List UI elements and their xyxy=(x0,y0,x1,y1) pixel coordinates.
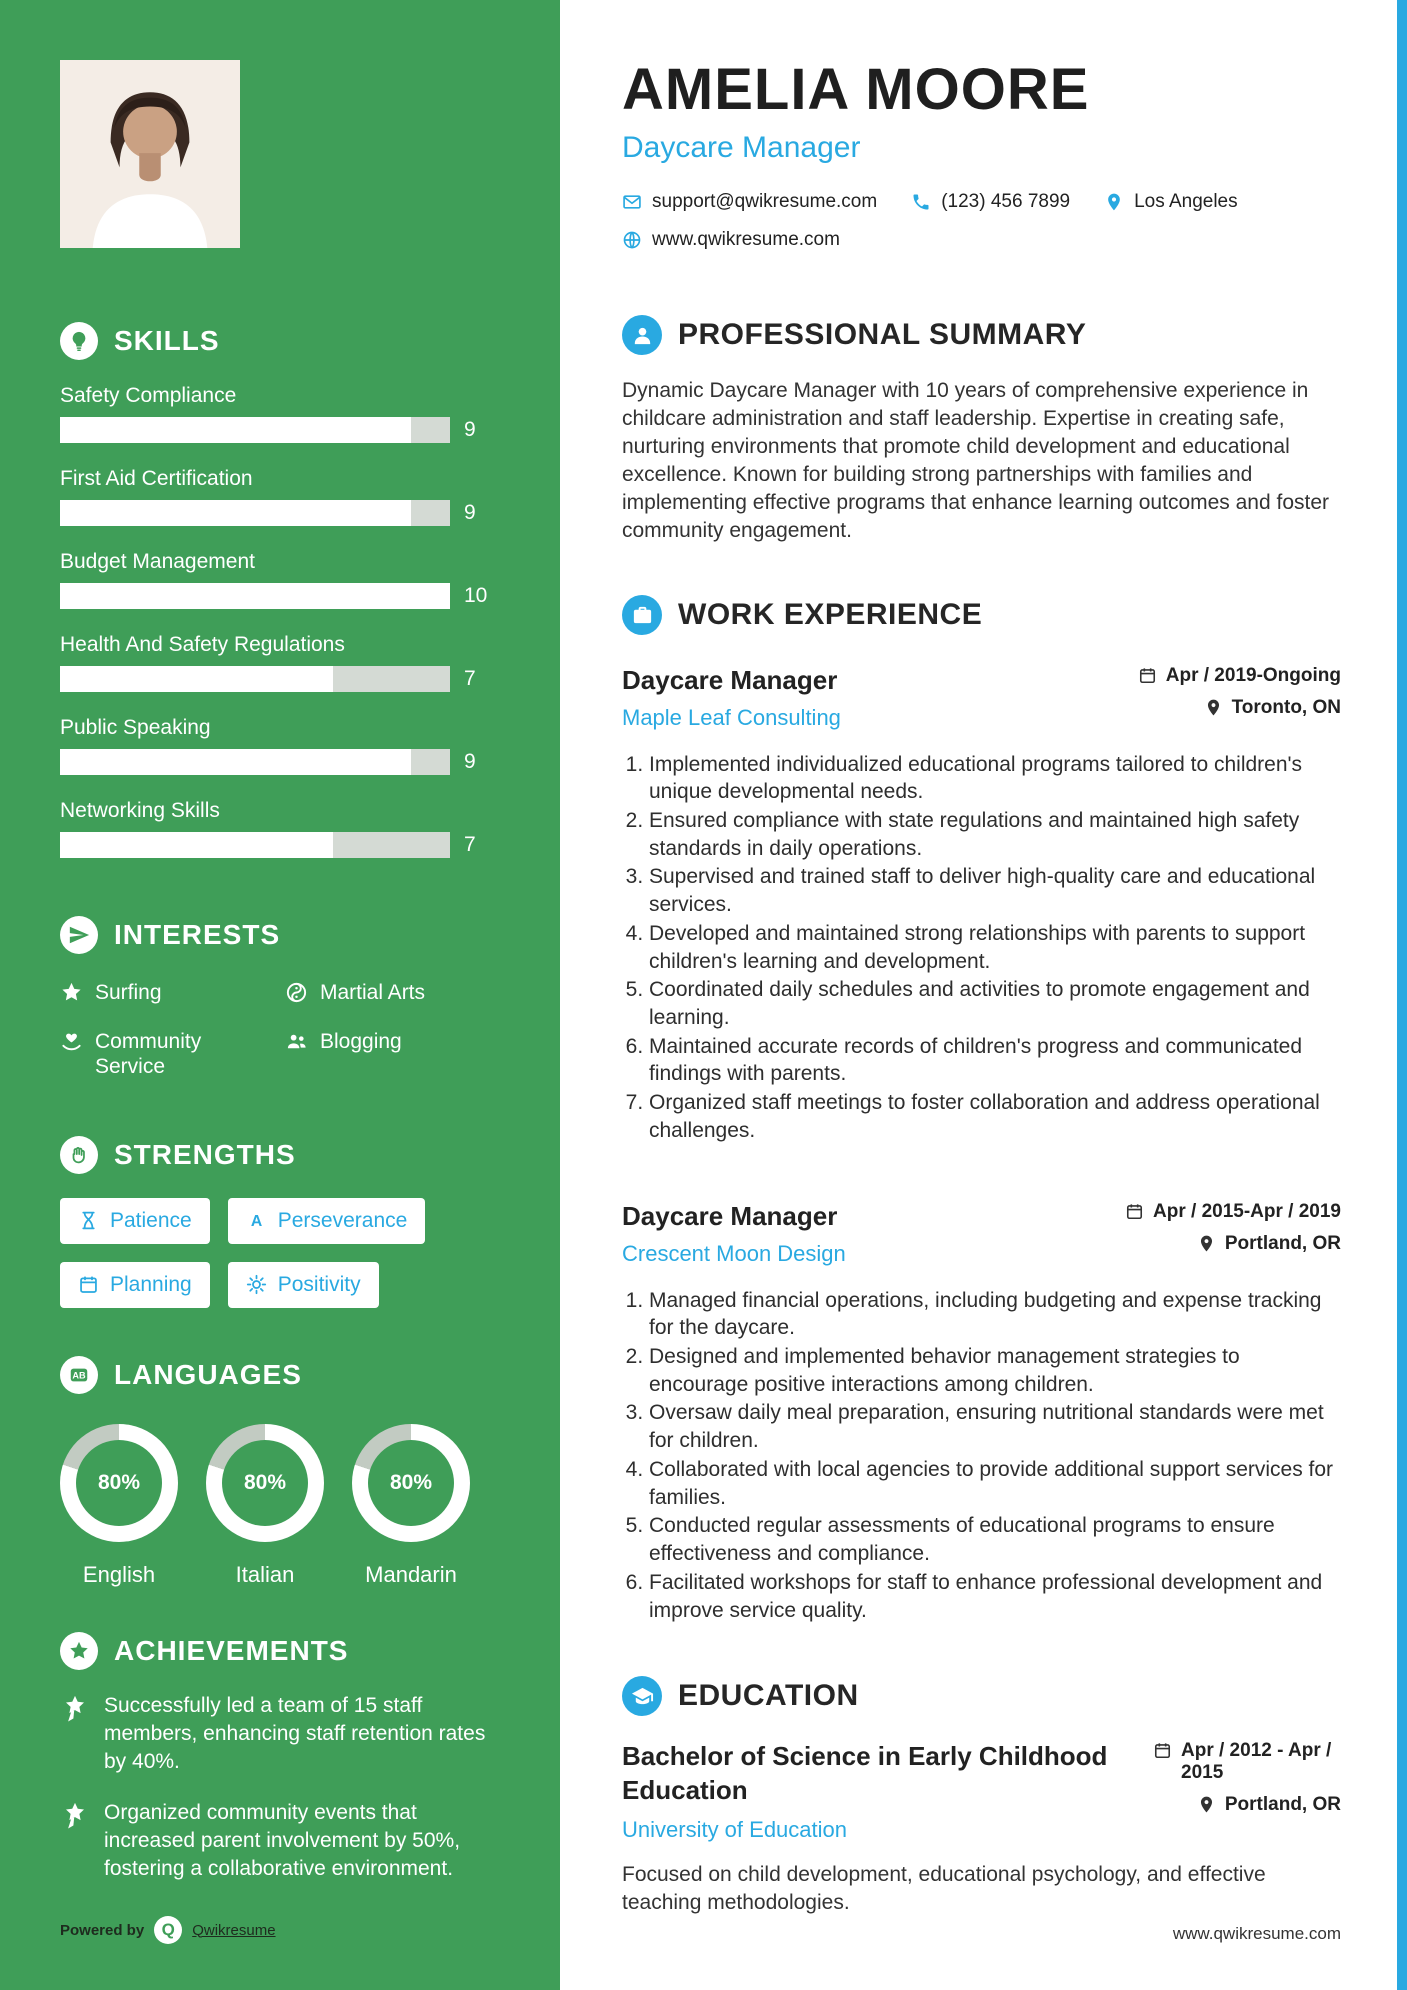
skill-item xyxy=(60,633,500,692)
medal-icon xyxy=(60,1632,98,1670)
experience-bullet: 3. Oversaw daily meal preparation, ensuring nutritional standards were met for children. xyxy=(649,1399,1341,1454)
pin-icon xyxy=(1197,1234,1216,1253)
skill-value: 9 xyxy=(464,418,476,441)
skill-bar xyxy=(60,500,450,526)
experience-bullet: 2. Ensured compliance with state regulations and maintained high safety standards in daily operations. xyxy=(649,807,1341,862)
summary-title: PROFESSIONAL SUMMARY xyxy=(678,318,1087,351)
envelope-icon xyxy=(622,192,642,212)
skill-bar-fill xyxy=(60,749,411,775)
job-dates-text: Apr / 2015-Apr / 2019 xyxy=(1153,1200,1341,1222)
contact-row xyxy=(622,191,1341,213)
phone-link[interactable] xyxy=(911,191,1070,213)
skill-value: 7 xyxy=(464,833,476,856)
skills-icon xyxy=(60,322,98,360)
skill-value: 7 xyxy=(464,667,476,690)
job-header xyxy=(622,1201,1341,1267)
svg-text:AB: AB xyxy=(72,1370,86,1381)
footer-website: www.qwikresume.com xyxy=(1172,1924,1341,1943)
right-accent-strip xyxy=(1397,0,1407,1990)
interests-list xyxy=(60,980,500,1080)
skill-bar-fill xyxy=(60,417,411,443)
phone-text: (123) 456 7899 xyxy=(941,191,1071,212)
summary-section xyxy=(622,315,1341,545)
location-text: Los Angeles xyxy=(1134,191,1238,212)
education-title: EDUCATION xyxy=(678,1679,859,1713)
main-content xyxy=(560,0,1397,1990)
school-name: University of Education xyxy=(622,1816,847,1842)
skill-bar xyxy=(60,832,450,858)
email-link[interactable] xyxy=(622,191,877,213)
hourglass-icon xyxy=(78,1210,99,1231)
language-ring xyxy=(60,1424,178,1542)
skill-label: Safety Compliance xyxy=(60,384,237,407)
globe-icon xyxy=(622,230,642,250)
interest-label: Blogging xyxy=(320,1030,402,1054)
interests-title: INTERESTS xyxy=(114,919,281,950)
skill-bar xyxy=(60,417,450,443)
profile-photo xyxy=(60,60,240,248)
languages-title: LANGUAGES xyxy=(114,1358,302,1390)
qwikresume-brand-link[interactable]: Qwikresume xyxy=(192,1921,276,1939)
achievements-heading xyxy=(60,1632,500,1670)
job-role-subtitle: Daycare Manager xyxy=(622,131,861,164)
calendar-icon xyxy=(78,1274,99,1295)
yin-yang-icon xyxy=(285,981,308,1004)
experience-bullet: 4. Collaborated with local agencies to provide additional support services for families. xyxy=(649,1456,1341,1511)
page-title: AMELIA MOORE xyxy=(622,57,1090,122)
summary-heading xyxy=(622,315,1341,355)
qwikresume-logo: Q xyxy=(154,1916,182,1944)
website-link[interactable] xyxy=(622,229,840,251)
powered-by-label: Powered by xyxy=(60,1921,145,1939)
job-company: Crescent Moon Design xyxy=(622,1240,846,1266)
font-a-icon xyxy=(246,1210,267,1231)
job-location-text: Toronto, ON xyxy=(1231,696,1341,718)
languages-list xyxy=(60,1424,500,1588)
website-text: www.qwikresume.com xyxy=(652,229,840,250)
interest-item xyxy=(60,1029,275,1079)
education-section xyxy=(622,1676,1341,1916)
calendar-icon xyxy=(1138,666,1157,685)
language-label: English xyxy=(82,1561,156,1587)
job-header xyxy=(622,665,1341,731)
experience-bullet: 5. Coordinated daily schedules and activities to promote engagement and learning. xyxy=(649,976,1341,1031)
language-percent: 80% xyxy=(368,1440,454,1526)
pin-icon xyxy=(1204,698,1223,717)
experience-section xyxy=(622,595,1341,1625)
svg-text:A: A xyxy=(250,1212,262,1230)
paper-plane-icon xyxy=(60,916,98,954)
interests-heading xyxy=(60,916,500,954)
skill-item xyxy=(60,467,500,526)
job-entry xyxy=(622,1201,1341,1625)
strength-item xyxy=(228,1198,426,1244)
strength-item xyxy=(60,1262,210,1308)
fist-icon xyxy=(60,1136,98,1174)
achievement-item xyxy=(60,1692,500,1777)
job-location xyxy=(1197,1233,1341,1255)
achievements-section xyxy=(60,1632,500,1884)
skill-bar xyxy=(60,666,450,692)
education-location xyxy=(1197,1794,1341,1816)
skill-item xyxy=(60,384,500,443)
award-icon xyxy=(60,1694,90,1724)
strengths-list xyxy=(60,1198,500,1308)
job-dates-text: Apr / 2019-Ongoing xyxy=(1165,664,1341,686)
job-meta xyxy=(1125,1201,1341,1255)
skill-value: 10 xyxy=(464,584,488,607)
interest-item xyxy=(285,1029,500,1079)
education-description: Focused on child development, educational psychology, and effective teaching methodologies. xyxy=(622,1862,1266,1914)
calendar-icon xyxy=(1153,1741,1172,1760)
skill-label: Public Speaking xyxy=(60,716,211,739)
experience-bullet: 4. Developed and maintained strong relationships with parents to support children's learning and development. xyxy=(649,920,1341,975)
skill-bar-fill xyxy=(60,500,411,526)
languages-heading xyxy=(60,1356,500,1394)
experience-bullet: 1. Managed financial operations, including budgeting and expense tracking for the daycare. xyxy=(649,1287,1341,1342)
degree-title: Bachelor of Science in Early Childhood Education xyxy=(622,1741,1108,1806)
email-text: support@qwikresume.com xyxy=(652,191,878,212)
strengths-title: STRENGTHS xyxy=(114,1138,296,1170)
location-item xyxy=(1104,191,1238,213)
experience-title: WORK EXPERIENCE xyxy=(678,597,983,631)
strength-item xyxy=(228,1262,379,1308)
award-icon xyxy=(60,1801,90,1831)
summary-text: Dynamic Daycare Manager with 10 years of comprehensive experience in childcare administration and staff leadership. Expertise in creating safe, nurturing environments that promote child development and educational excellence. Known for building strong partnerships with families and implementing effective programs that enhance learning outcomes and foster community engagement. xyxy=(622,379,1330,542)
profile-photo-placeholder xyxy=(60,60,240,248)
achievements-title: ACHIEVEMENTS xyxy=(114,1634,349,1666)
languages-section xyxy=(60,1356,500,1588)
job-bullet-list xyxy=(622,1287,1341,1625)
job-title: Daycare Manager xyxy=(622,664,838,695)
website-row xyxy=(622,229,1341,251)
language-ring xyxy=(206,1424,324,1542)
phone-icon xyxy=(911,192,931,212)
hands-heart-icon xyxy=(60,1030,83,1053)
sun-icon xyxy=(246,1274,267,1295)
interest-label: Community Service xyxy=(95,1030,202,1079)
job-location xyxy=(1204,697,1341,719)
language-item xyxy=(206,1424,324,1588)
graduation-cap-icon xyxy=(622,1676,662,1716)
person-icon xyxy=(622,315,662,355)
education-dates xyxy=(1153,1740,1341,1784)
skills-title: SKILLS xyxy=(114,325,220,356)
pin-icon xyxy=(1104,192,1124,212)
skill-item xyxy=(60,799,500,858)
job-company: Maple Leaf Consulting xyxy=(622,704,841,730)
experience-bullet: 6. Facilitated workshops for staff to enhance professional development and improve service quality. xyxy=(649,1569,1341,1624)
pin-icon xyxy=(1197,1795,1216,1814)
star-icon xyxy=(60,981,83,1004)
education-location-text: Portland, OR xyxy=(1224,1794,1341,1816)
achievement-item xyxy=(60,1799,500,1884)
skills-heading xyxy=(60,322,500,360)
job-dates xyxy=(1125,1201,1341,1223)
language-percent: 80% xyxy=(222,1440,308,1526)
experience-heading xyxy=(622,595,1341,635)
strength-label: Planning xyxy=(110,1272,192,1296)
experience-bullet: 6. Maintained accurate records of children's progress and communicated findings with parents. xyxy=(649,1033,1341,1088)
translate-icon xyxy=(60,1356,98,1394)
skill-label: Health And Safety Regulations xyxy=(60,633,345,656)
skill-bar-fill xyxy=(60,666,333,692)
language-item xyxy=(352,1424,470,1588)
skills-list xyxy=(60,384,500,858)
skill-bar-fill xyxy=(60,832,333,858)
experience-bullet: 5. Conducted regular assessments of educational programs to ensure effectiveness and compliance. xyxy=(649,1512,1341,1567)
briefcase-icon xyxy=(622,595,662,635)
powered-by xyxy=(60,1916,276,1944)
skill-bar xyxy=(60,749,450,775)
interest-item xyxy=(60,980,275,1005)
skill-label: Budget Management xyxy=(60,550,255,573)
job-meta xyxy=(1138,665,1341,719)
interests-section xyxy=(60,916,500,1080)
interest-label: Martial Arts xyxy=(320,981,426,1004)
language-item xyxy=(60,1424,178,1588)
calendar-icon xyxy=(1125,1202,1144,1221)
job-dates xyxy=(1138,665,1341,687)
skill-item xyxy=(60,550,500,609)
skill-label: First Aid Certification xyxy=(60,467,253,490)
skill-value: 9 xyxy=(464,501,476,524)
strength-item xyxy=(60,1198,210,1244)
skill-bar-fill xyxy=(60,583,450,609)
people-icon xyxy=(285,1030,308,1053)
experience-bullet: 1. Implemented individualized educational programs tailored to children's unique developmental needs. xyxy=(649,751,1341,806)
experience-bullet: 7. Organized staff meetings to foster collaboration and address operational challenges. xyxy=(649,1089,1341,1144)
strengths-heading xyxy=(60,1136,500,1174)
job-title: Daycare Manager xyxy=(622,1200,838,1231)
strength-label: Positivity xyxy=(277,1272,361,1296)
education-dates-text: Apr / 2012 - Apr / 2015 xyxy=(1181,1740,1332,1784)
experience-bullet: 3. Supervised and trained staff to deliver high-quality care and educational services. xyxy=(649,863,1341,918)
skill-value: 9 xyxy=(464,750,476,773)
education-meta xyxy=(1153,1740,1341,1816)
strength-label: Patience xyxy=(110,1208,192,1232)
experience-bullet: 2. Designed and implemented behavior management strategies to encourage positive interactions among children. xyxy=(649,1343,1341,1398)
skill-label: Networking Skills xyxy=(60,799,220,822)
job-location-text: Portland, OR xyxy=(1224,1232,1341,1254)
language-ring xyxy=(352,1424,470,1542)
interest-label: Surfing xyxy=(95,981,162,1004)
language-percent: 80% xyxy=(76,1440,162,1526)
strengths-section xyxy=(60,1136,500,1308)
strength-label: Perseverance xyxy=(277,1208,408,1232)
skill-item xyxy=(60,716,500,775)
language-label: Italian xyxy=(235,1561,295,1587)
achievement-text: Successfully led a team of 15 staff members, enhancing staff retention rates by 40%. xyxy=(104,1693,486,1774)
sidebar xyxy=(0,0,560,1990)
education-entry xyxy=(622,1740,1341,1843)
language-label: Mandarin xyxy=(365,1561,457,1587)
achievement-text: Organized community events that increased parent involvement by 50%, fostering a collaborative environment. xyxy=(104,1800,461,1881)
job-bullet-list xyxy=(622,751,1341,1145)
skills-section xyxy=(60,322,500,858)
job-entry xyxy=(622,665,1341,1145)
skill-bar xyxy=(60,583,450,609)
interest-item xyxy=(285,980,500,1005)
education-heading xyxy=(622,1676,1341,1716)
